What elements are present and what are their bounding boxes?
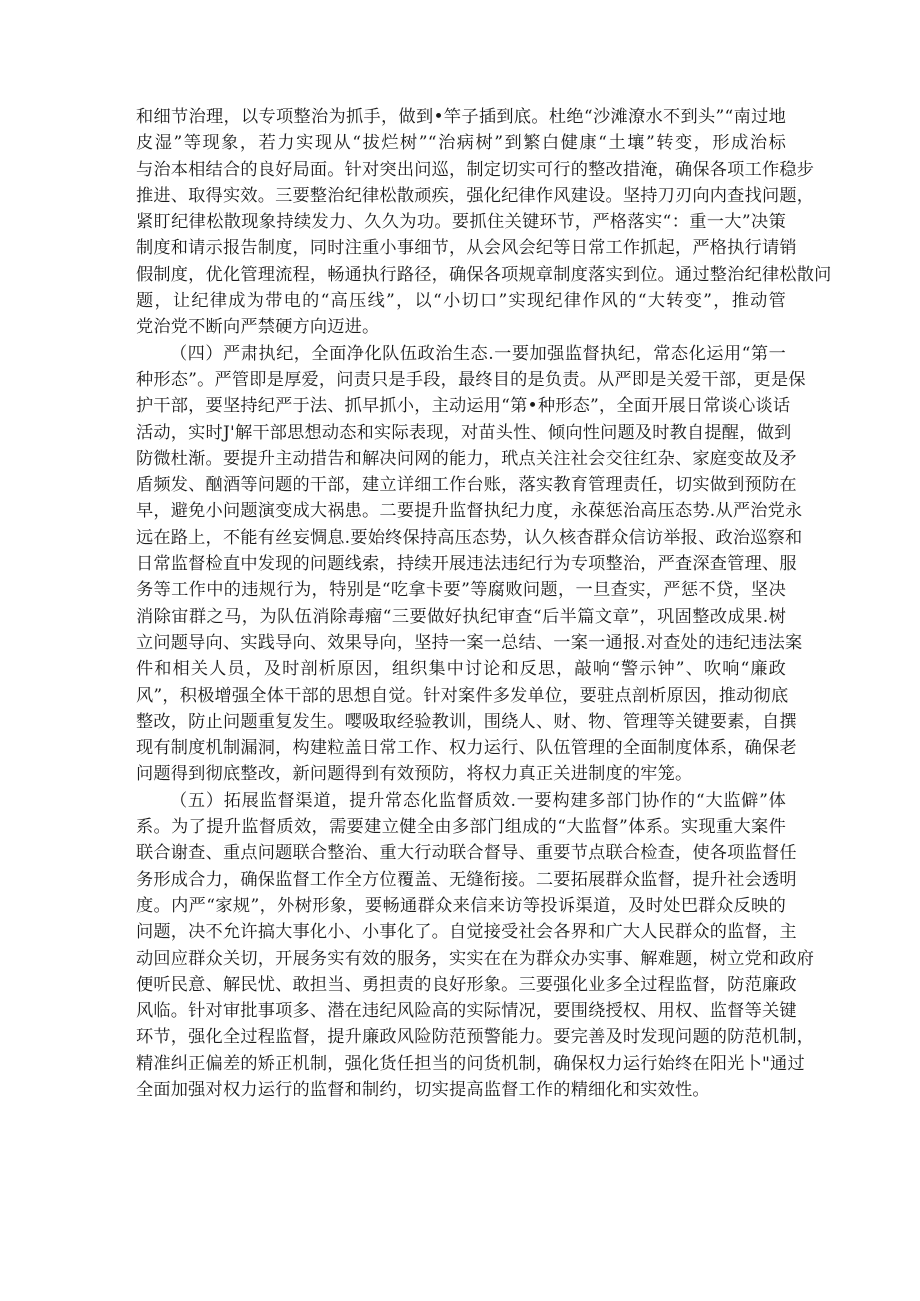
text-line: 紧盯纪律松散现象持续发力、久久为功。要抓住关键环节，严格落实“：重一大”决策	[136, 212, 786, 233]
text-line: 现有制度机制漏洞，构建粒盖日常工作、权力运行、队伍管理的全面制度体系，确保老	[136, 738, 797, 759]
text-line: 全面加强对权力运行的监督和制约，切实提高监督工作的精细化和实效性。	[136, 1079, 710, 1100]
text-line: 题，让纪律成为带电的“高压线”，以“小切口”实现纪律作风的“大转变”，推动管	[136, 291, 786, 312]
text-line: 务形成合力，确保监督工作全方位覆盖、无缝衔接。二要拓展群众监督，提升社会透明	[136, 869, 797, 890]
text-line: 制度和请示报告制度，同时注重小事细节，从会风会纪等日常工作抓起，严格执行请销	[136, 238, 797, 259]
paragraph-p2	[136, 341, 806, 788]
text-line: 盾频发、酗酒等问题的干部，建立详细工作台账，落实教育管理责任，切实做到预防在	[136, 475, 797, 496]
text-line: 假制度，优化管理流程，畅通执行路径，确保各项规章制度落实到位。通过整治纪律松散问	[136, 264, 832, 285]
text-line: 活动，实时J'解干部思想动态和实际表现，对苗头性、倾向性问题及时教自提醒，做到	[136, 422, 792, 443]
text-line: 日常监督检直中发现的问题线索，持续开展违法违纪行为专项整治，严査深查管理、服	[136, 554, 797, 575]
text-line: 整改，防止问题重复发生。嘤吸取经验教训，围绕人、财、物、管理等关键要素，自撰	[136, 711, 797, 732]
text-line: 环节，强化全过程监督，提升廉政风险防范预警能力。要完善及时发现问题的防范机制，	[136, 1027, 815, 1048]
paragraph-p1	[136, 104, 832, 341]
text-line: 立问题导向、实践导向、效果导向，坚持一案一总结、一案一通报.对查处的违纪违法案	[136, 632, 803, 653]
text-line: 件和相关人员，及时剖析原因，组织集中讨论和反思，敲响“警示钟”、吹响“廉政	[136, 659, 786, 680]
text-line: 推进、取得实效。三要整治纪律松散顽疾，强化纪律作风建设。坚持刀刃向内查找问题，	[136, 185, 815, 206]
text-line: 精准纠正偏差的矫正机制，强化货任担当的问货机制，确保权力运行始终在阳光卜"通过	[136, 1053, 805, 1074]
text-line: 和细节治理，以专项整治为抓手，做到•竿子插到底。杜绝“沙滩潦水不到头”“南过地	[136, 107, 786, 127]
text-line: 防微杜渐。要提升主动措告和解决问网的能力，玳点关注社会交往红杂、家庭变故及矛	[136, 448, 797, 469]
text-line: 消除宙群之马，为队伍消除毒瘤“三要做好执纪审查“后半篇文章”，巩固整改成果.树	[136, 606, 786, 627]
paragraph-p3	[136, 788, 815, 1104]
text-line: 系。为了提升监督质效，需要建立健全由多部门组成的“大监督”体系。实现重大案件	[136, 817, 786, 838]
text-line: （五）拓展监督渠道，提升常态化监督质效.一要构建多部门协作的“大监僻”体	[170, 790, 786, 811]
text-line: 务等工作中的违规行为，特别是“吃拿卡要”等腐败问题，一旦查实，严惩不贷，坚决	[136, 580, 786, 601]
text-line: 问题，决不允许搞大事化小、小事化了。自觉接受社会各界和广大人民群众的监督，主	[136, 922, 797, 943]
text-line: 风临。针对审批事项多、潜在违纪风险高的实际情况，要围绕授权、用权、监督等关键	[136, 1001, 797, 1022]
text-line: 联合谢查、重点问题联合整治、重大行动联合督导、重要节点联合检查，使各项监督任	[136, 843, 797, 864]
text-line: 问题得到彻底整改，新问题得到有效预防，将权力真正关进制度的牢笼。	[136, 764, 693, 785]
text-line: 皮湿”等现象，若力实现从“拔烂树”“治病树”到繁白健康“土壤”转变，形成治标	[136, 133, 786, 154]
text-line: 护干部，要坚持纪严于法、抓早抓小，主动运用“第•种形态”，全面开展日常谈心谈话	[136, 396, 791, 417]
text-line: 远在路上，不能有丝妄惆息.要始终保持高压态势，认久核杳群众信访举报、政治巡察和	[136, 527, 803, 548]
document-body	[136, 104, 832, 1103]
text-line: 与治本相结合的良好局面。针对突出问巡，制定切实可行的整改措淹，确保各项工作稳步	[136, 159, 815, 180]
text-line: 动回应群众关切，开展务实有效的服务，实实在在为群众办实事、解难题，树立党和政府	[136, 948, 815, 969]
text-line: 风”，积极增强全体干部的思想自觉。针对案件多发单位，要驻点剖析原因，推动彻底	[136, 685, 789, 706]
text-line: 种形态”。严管即是厚爱，问责只是手段，最终目的是负责。从严即是关爱干部，更是保	[136, 369, 806, 390]
text-line: 党治党不断向严禁硬方向迈进。	[136, 317, 380, 338]
text-line: 早，避免小问题演变成大祸患。二要提升监督执纪力度，永葆惩治高压态势.从严治党永	[136, 501, 803, 522]
text-line: 度。内严“家规”，外树形象，要畅通群众来信来访等投诉渠道，及时处巴群众反映的	[136, 895, 786, 916]
text-line: （四）严肃执纪，全面净化队伍政治生态.一要加强监督执纪，常态化运用“第一	[170, 343, 786, 364]
text-line: 便听民意、解民忧、敢担当、勇担责的良好形象。三要强化业多全过程监督，防范廉政	[136, 974, 797, 995]
